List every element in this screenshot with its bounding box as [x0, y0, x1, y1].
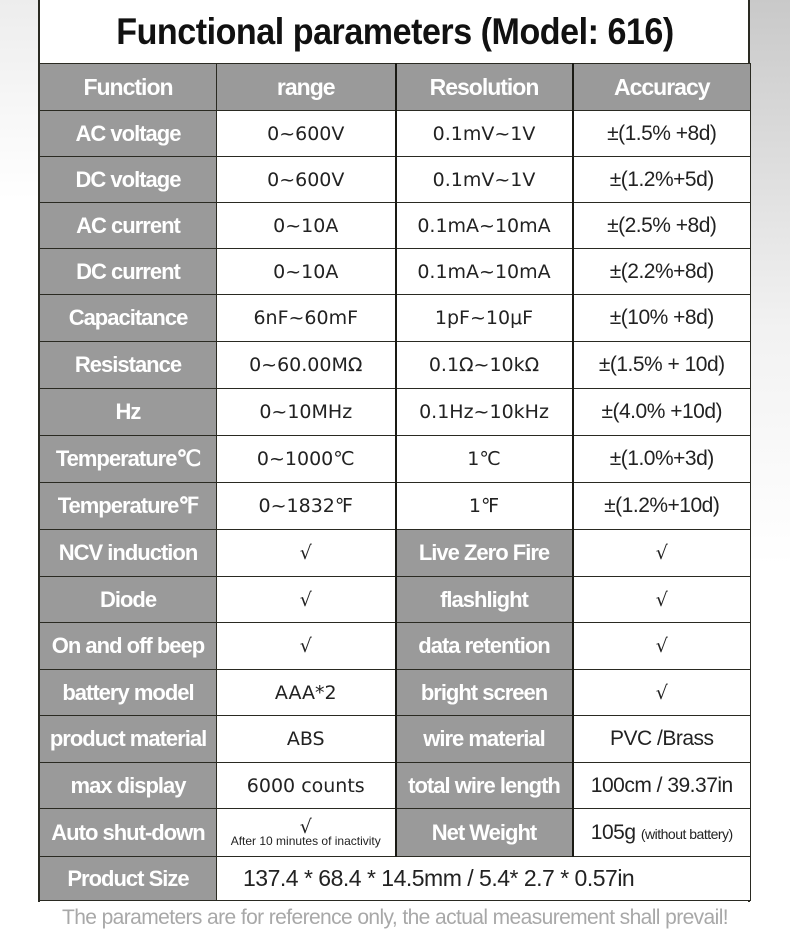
- range-value: 0~1832℉: [217, 483, 396, 530]
- auto-shutdown-value: [217, 809, 396, 857]
- feature-label: wire material: [396, 716, 573, 763]
- header-accuracy: Accuracy: [573, 64, 751, 111]
- check-icon: √: [217, 577, 396, 623]
- range-value: 6nF~60mF: [217, 295, 396, 342]
- table-row: [40, 389, 751, 436]
- accuracy-value: ±(1.5% +8d): [573, 111, 751, 157]
- function-label: Temperature℉: [40, 483, 217, 530]
- accuracy-value: ±(4.0% +10d): [573, 389, 751, 436]
- feature-label: flashlight: [396, 577, 573, 623]
- accuracy-value: ±(1.2%+10d): [573, 483, 751, 530]
- function-label: Hz: [40, 389, 217, 436]
- product-size-label: Product Size: [40, 857, 217, 901]
- function-label: Temperature℃: [40, 436, 217, 483]
- feature-row: [40, 763, 751, 809]
- resolution-value: 0.1mV~1V: [396, 111, 573, 157]
- feature-value: ABS: [217, 716, 396, 763]
- net-weight-amount: 105g: [590, 820, 636, 844]
- feature-label: max display: [40, 763, 217, 809]
- range-value: 0~600V: [217, 111, 396, 157]
- check-icon: √: [573, 623, 751, 670]
- net-weight-value: [573, 809, 751, 857]
- resolution-value: 0.1Ω~10kΩ: [396, 342, 573, 389]
- range-value: 0~600V: [217, 157, 396, 203]
- range-value: 0~10MHz: [217, 389, 396, 436]
- product-size-row: [40, 857, 751, 901]
- table-row: [40, 483, 751, 530]
- auto-shutdown-label: Auto shut-down: [40, 809, 217, 857]
- table-row: [40, 295, 751, 342]
- resolution-value: 0.1mV~1V: [396, 157, 573, 203]
- feature-label: bright screen: [396, 670, 573, 716]
- feature-label: total wire length: [396, 763, 573, 809]
- feature-label: Diode: [40, 577, 217, 623]
- accuracy-value: ±(1.0%+3d): [573, 436, 751, 483]
- resolution-value: 1℃: [396, 436, 573, 483]
- resolution-value: 1pF~10μF: [396, 295, 573, 342]
- range-value: 0~1000℃: [217, 436, 396, 483]
- feature-row: [40, 577, 751, 623]
- feature-label: data retention: [396, 623, 573, 670]
- function-label: Capacitance: [40, 295, 217, 342]
- feature-value: PVC /Brass: [573, 716, 751, 763]
- check-icon: √: [217, 530, 396, 577]
- resolution-value: 0.1mA~10mA: [396, 203, 573, 249]
- page-title: Functional parameters (Model: 616): [68, 0, 721, 64]
- header-range: range: [217, 64, 396, 111]
- resolution-value: 0.1Hz~10kHz: [396, 389, 573, 436]
- accuracy-value: ±(10% +8d): [573, 295, 751, 342]
- table-row: [40, 111, 751, 157]
- background-gradient-right: [750, 0, 790, 943]
- feature-label: battery model: [40, 670, 217, 716]
- product-size-value: 137.4 * 68.4 * 14.5mm / 5.4* 2.7 * 0.57in: [217, 857, 751, 901]
- background-gradient-left: [0, 0, 40, 200]
- resolution-value: 0.1mA~10mA: [396, 249, 573, 295]
- check-icon: √: [573, 670, 751, 716]
- function-label: DC current: [40, 249, 217, 295]
- feature-row: [40, 809, 751, 857]
- feature-row: [40, 670, 751, 716]
- table-row: [40, 249, 751, 295]
- range-value: 0~60.00MΩ: [217, 342, 396, 389]
- feature-row: [40, 716, 751, 763]
- resolution-value: 1℉: [396, 483, 573, 530]
- accuracy-value: ±(2.2%+8d): [573, 249, 751, 295]
- feature-row: [40, 530, 751, 577]
- feature-value: 6000 counts: [217, 763, 396, 809]
- accuracy-value: ±(1.5% + 10d): [573, 342, 751, 389]
- range-value: 0~10A: [217, 249, 396, 295]
- table-row: [40, 203, 751, 249]
- check-icon: √: [573, 530, 751, 577]
- feature-label: On and off beep: [40, 623, 217, 670]
- feature-value: 100cm / 39.37in: [573, 763, 751, 809]
- feature-row: [40, 623, 751, 670]
- net-weight-label: Net Weight: [396, 809, 573, 857]
- net-weight-note: (without battery): [640, 825, 733, 842]
- check-icon: √: [299, 815, 312, 838]
- auto-shutdown-note: After 10 minutes of inactivity: [230, 833, 381, 848]
- feature-label: product material: [40, 716, 217, 763]
- check-icon: √: [573, 577, 751, 623]
- function-label: AC current: [40, 203, 217, 249]
- disclaimer-text: The parameters are for reference only, the actual measurement shall prevail!: [61, 906, 729, 929]
- range-value: 0~10A: [217, 203, 396, 249]
- feature-label: NCV induction: [40, 530, 217, 577]
- table-row: [40, 436, 751, 483]
- check-icon: √: [217, 623, 396, 670]
- table-row: [40, 157, 751, 203]
- spec-table: [39, 63, 751, 901]
- function-label: DC voltage: [40, 157, 217, 203]
- feature-label: Live Zero Fire: [396, 530, 573, 577]
- header-function: Function: [40, 64, 217, 111]
- function-label: Resistance: [40, 342, 217, 389]
- function-label: AC voltage: [40, 111, 217, 157]
- accuracy-value: ±(2.5% +8d): [573, 203, 751, 249]
- table-header-row: [40, 64, 751, 111]
- header-resolution: Resolution: [396, 64, 573, 111]
- feature-value: AAA*2: [217, 670, 396, 716]
- accuracy-value: ±(1.2%+5d): [573, 157, 751, 203]
- table-row: [40, 342, 751, 389]
